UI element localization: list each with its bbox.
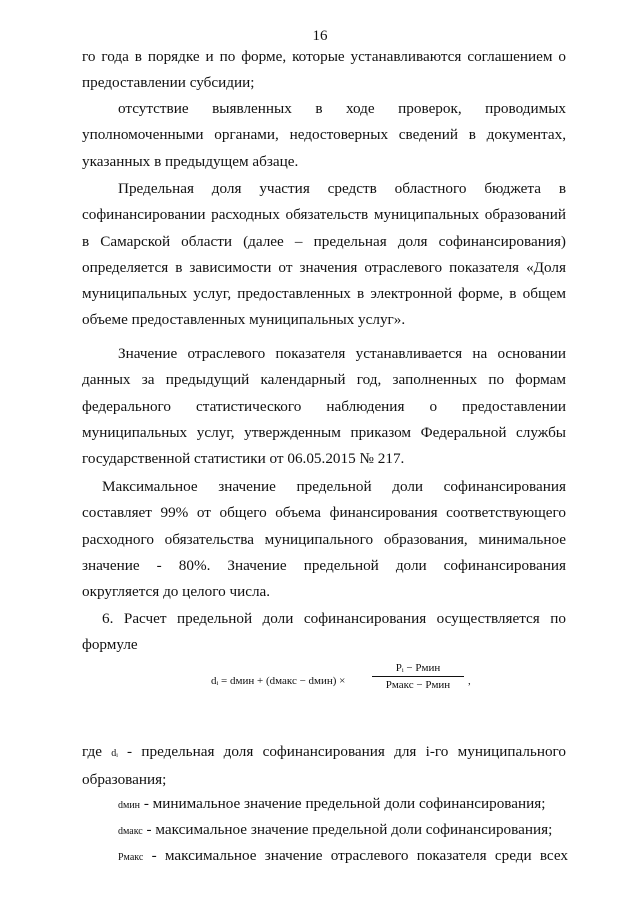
- definition-intro-prefix: где: [82, 743, 112, 760]
- definition-text: - минимальное значение предельной доли софинансирования;: [140, 795, 546, 812]
- formula-fraction: [372, 662, 464, 691]
- definition-item: [118, 817, 568, 845]
- paragraph-indicator-value: Значение отраслевого показателя устанавливается на основании данных за предыдущий календарный год, заполненных по формам федерального статистического наблюдения о предоставлении муниципальных услуг, утвержденным приказом Федеральной службы государственной статистики от 06.05.2015 № 217.: [82, 345, 566, 468]
- definition-symbol: dмин: [118, 800, 141, 811]
- definition-text: - максимальное значение предельной доли софинансирования;: [142, 821, 553, 838]
- definition-symbol: dᵢ: [111, 748, 118, 759]
- definition-item: [118, 843, 568, 871]
- definition-text: - максимальное значение отраслевого показателя среди всех: [143, 847, 568, 864]
- definition-intro: [82, 739, 566, 794]
- page-number: 16: [312, 28, 328, 44]
- definition-symbol: dмакс: [118, 826, 143, 837]
- paragraph-max-min-values: Максимальное значение предельной доли софинансирования составляет 99% от общего объема финансирования соответствующего расходного обязательства муниципального образования, минимальное значение - 80%. Значение предельной доли софинансирования округляется до целого числа.: [82, 478, 566, 601]
- formula-lhs: dᵢ = dмин + (dмакс − dмин) ×: [211, 675, 346, 687]
- cofinancing-formula: [200, 660, 480, 708]
- paragraph-continuation: го года в порядке и по форме, которые устанавливаются соглашением о предоставлении субсидии;: [82, 48, 566, 92]
- definition-intro-text: - предельная доля софинансирования для i-го муниципального образования;: [82, 743, 566, 789]
- formula-comma: ,: [468, 675, 471, 687]
- definition-item: [118, 791, 568, 819]
- paragraph-no-false-info: отсутствие выявленных в ходе проверок, проводимых уполномоченными органами, недостоверных сведений в документах, указанных в предыдущем абзаце.: [82, 100, 566, 170]
- formula-numerator: Pᵢ − Pмин: [372, 662, 464, 677]
- definition-symbol: Pмакс: [118, 852, 144, 863]
- paragraph-formula-intro: 6. Расчет предельной доли софинансирования осуществляется по формуле: [82, 610, 566, 654]
- formula-denominator: Pмакс − Pмин: [385, 679, 451, 691]
- paragraph-max-share: Предельная доля участия средств областного бюджета в софинансировании расходных обязательств муниципальных образований в Самарской области (далее – предельная доля софинансирования) определяется в зависимости от значения отраслевого показателя «Доля муниципальных услуг, предоставленных в электронной форме, в общем объеме предоставленных муниципальных услуг».: [82, 180, 566, 329]
